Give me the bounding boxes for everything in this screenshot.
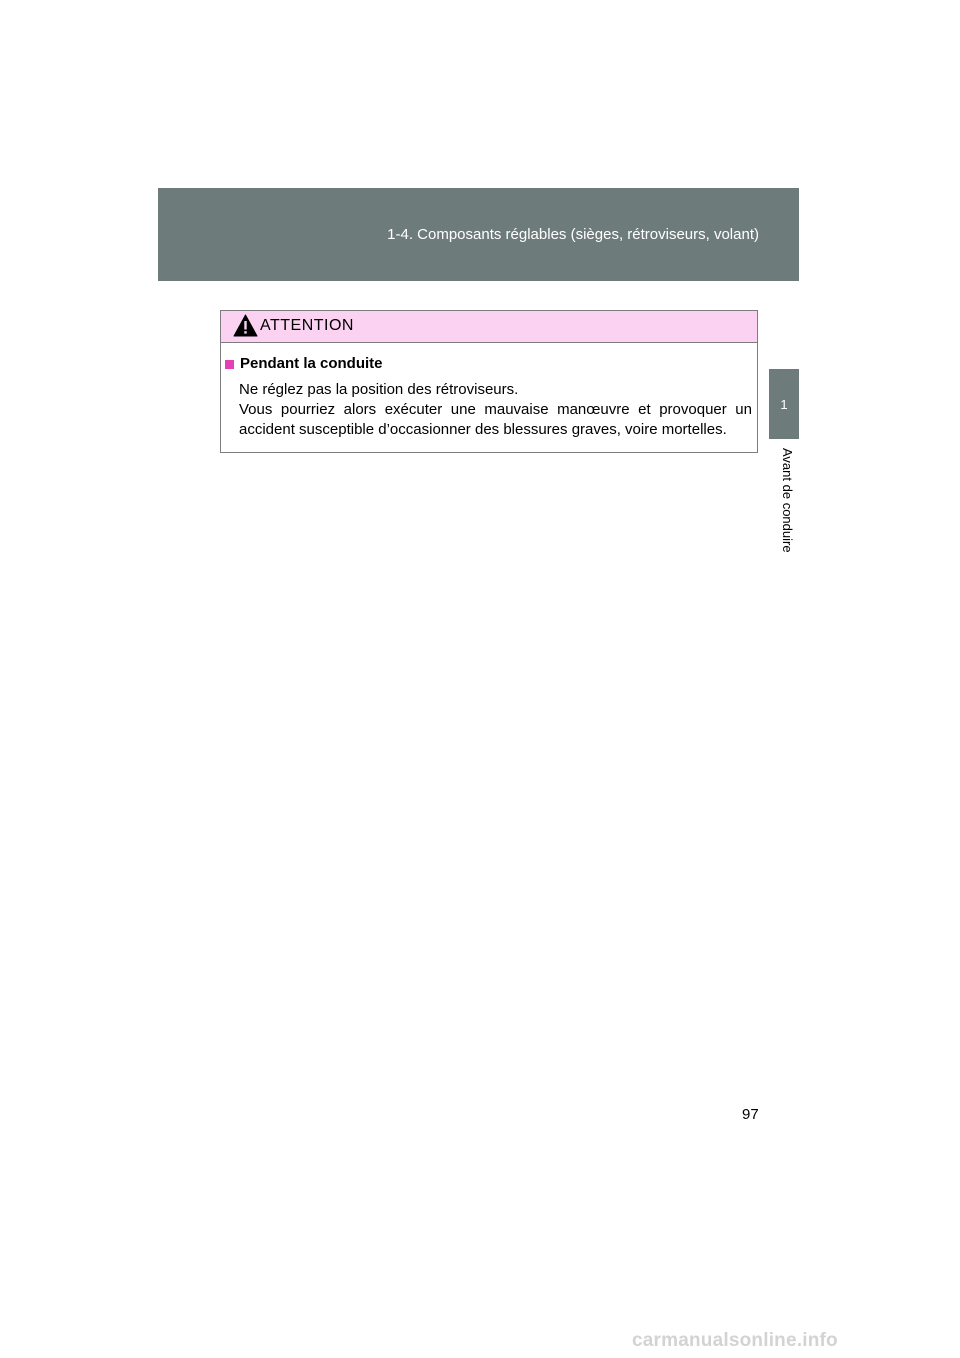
section-title: 1-4. Composants réglables (sièges, rétroviseurs, volant)	[387, 226, 759, 243]
warning-subheading-text: Pendant la conduite	[240, 355, 383, 372]
square-bullet-icon	[225, 360, 234, 369]
warning-body	[221, 343, 757, 440]
warning-line-2: Vous pourriez alors exécuter une mauvaise manœuvre et provoquer un accident susceptible d’occasionner des blessures graves, voire mortelles.	[239, 401, 752, 438]
warning-box	[220, 310, 758, 453]
chapter-label: Avant de conduire	[780, 448, 795, 553]
warning-paragraph	[239, 380, 752, 440]
warning-header	[221, 311, 757, 343]
chapter-number: 1	[780, 396, 788, 412]
chapter-tab	[769, 369, 799, 439]
warning-triangle-icon	[233, 314, 258, 337]
warning-line-1: Ne réglez pas la position des rétroviseurs.	[239, 381, 519, 398]
page-number: 97	[742, 1106, 759, 1123]
watermark: carmanualsonline.info	[632, 1330, 838, 1351]
warning-title: ATTENTION	[260, 317, 354, 334]
warning-subheading	[225, 354, 752, 374]
header-band	[158, 188, 799, 281]
